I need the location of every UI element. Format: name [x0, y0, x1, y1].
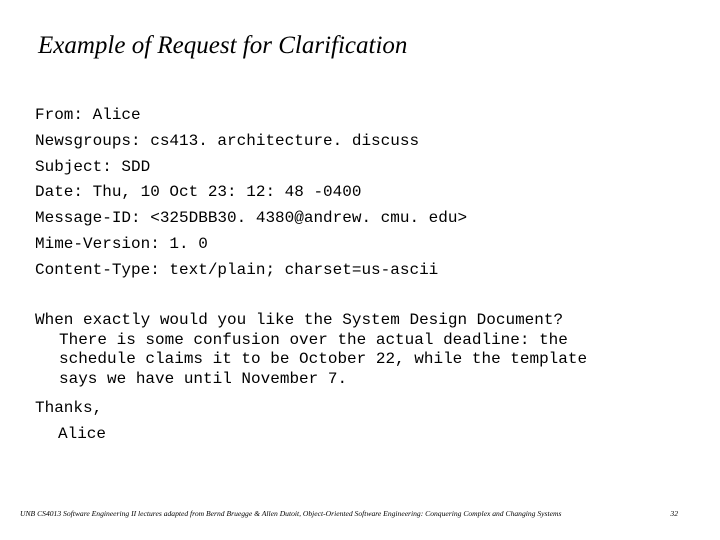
slide-title: Example of Request for Clarification [38, 32, 408, 59]
header-message-id: Message-ID: <325DBB30. 4380@andrew. cmu. edu> [35, 209, 468, 228]
body-line: There is some confusion over the actual deadline: the [59, 330, 568, 349]
header-date: Date: Thu, 10 Oct 23: 12: 48 -0400 [35, 183, 362, 202]
header-subject: Subject: SDD [35, 157, 151, 176]
header-from: From: Alice [35, 106, 141, 124]
closing-line: Thanks, [35, 399, 103, 417]
signature: Alice [58, 425, 107, 443]
header-mime-version: Mime-Version: 1. 0 [35, 234, 208, 253]
message-body [35, 311, 587, 447]
header-newsgroups: Newsgroups: cs413. architecture. discuss [35, 131, 420, 150]
body-line: says we have until November 7. [59, 369, 348, 388]
page-number: 32 [670, 509, 678, 518]
message-headers [35, 103, 467, 284]
header-content-type: Content-Type: text/plain; charset=us-ascii [35, 260, 439, 279]
body-line: When exactly would you like the System Design Document? [35, 311, 564, 329]
slide-footer: UNB CS4013 Software Engineering II lectures adapted from Bernd Bruegge & Allen Dutoit, Object-Oriented Software Engineering: Conquering Complex and Changing Systems [20, 509, 562, 518]
body-line: schedule claims it to be October 22, while the template [59, 350, 588, 368]
